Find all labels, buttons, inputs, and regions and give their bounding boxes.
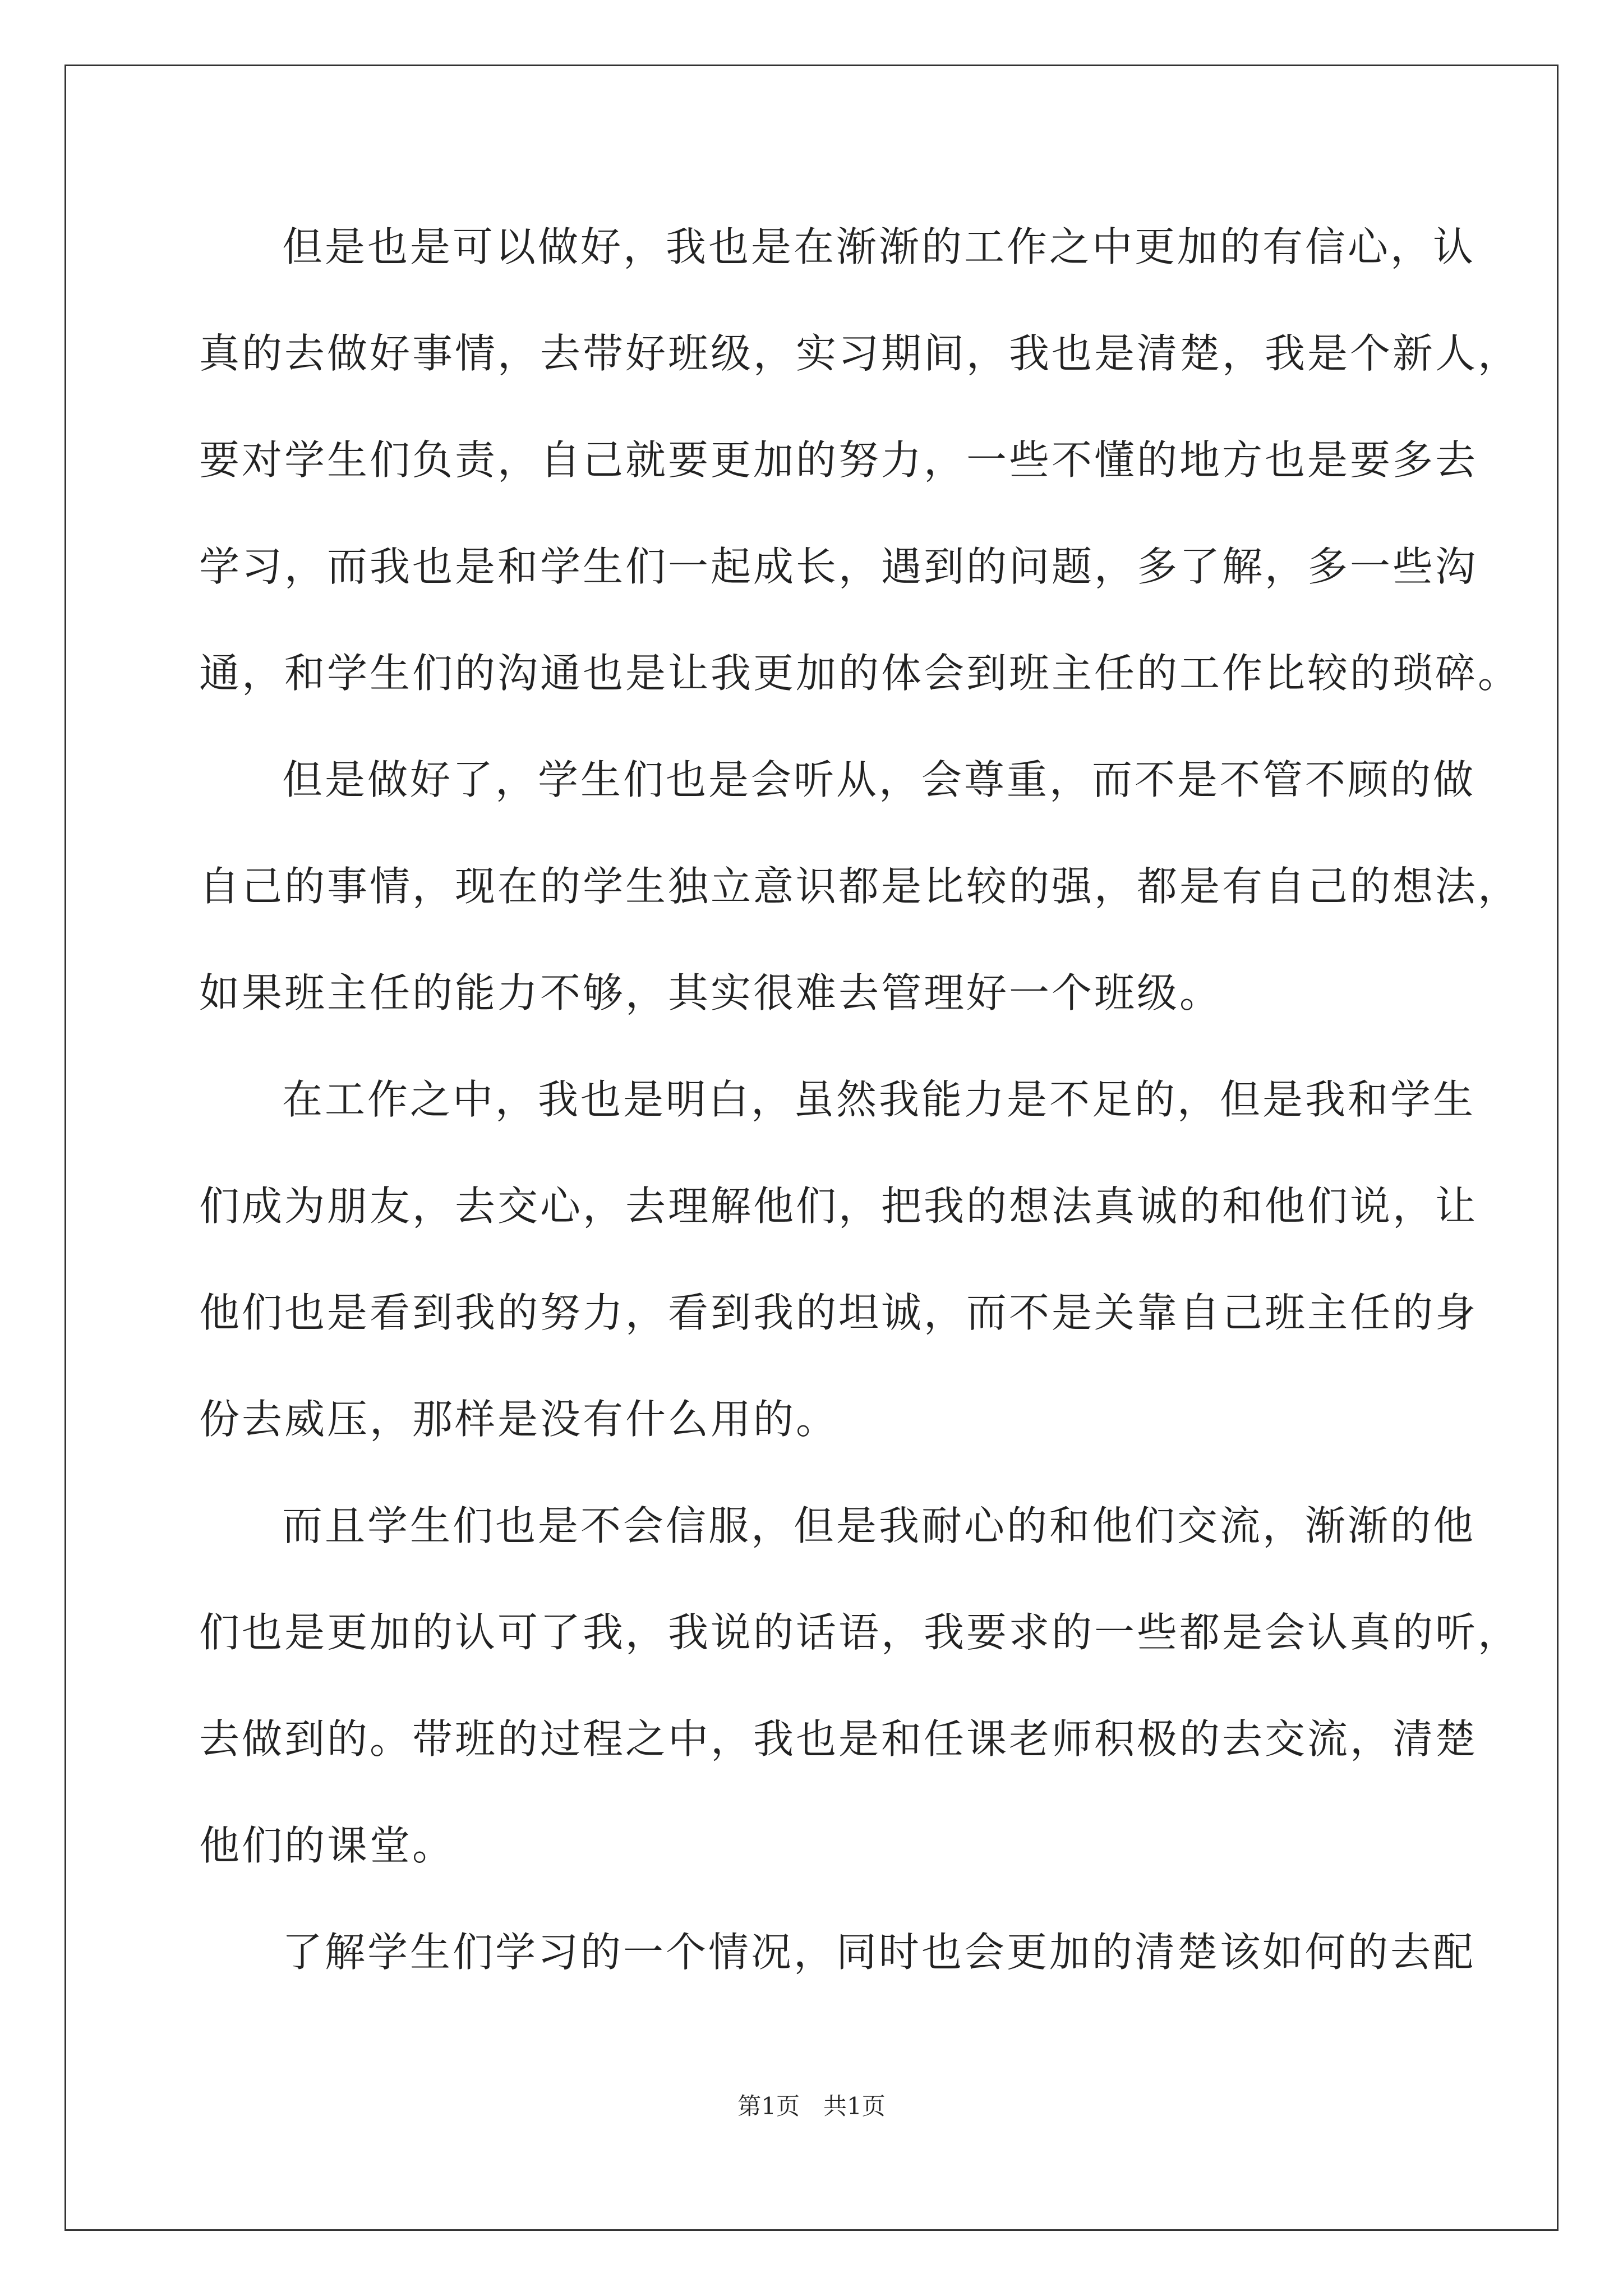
paragraph-line: 如果班主任的能力不够，其实很难去管理好一个班级。 <box>199 969 1223 1016</box>
paragraph-line: 但是做好了，学生们也是会听从，会尊重，而不是不管不顾的做 <box>282 756 1476 803</box>
paragraph-line: 在工作之中，我也是明白，虽然我能力是不足的，但是我和学生 <box>282 1076 1476 1123</box>
paragraph-line: 要对学生们负责，自己就要更加的努力，一些不懂的地方也是要多去 <box>199 436 1478 484</box>
paragraph-line: 去做到的。带班的过程之中，我也是和任课老师积极的去交流，清楚 <box>199 1715 1478 1763</box>
paragraph-line: 们也是更加的认可了我，我说的话语，我要求的一些都是会认真的听， <box>199 1609 1521 1656</box>
page-frame <box>64 65 1559 2231</box>
page-number: 第1页 共1页 <box>737 2092 886 2120</box>
paragraph-line: 了解学生们学习的一个情况，同时也会更加的清楚该如何的去配 <box>282 1929 1476 1976</box>
paragraph-line: 通，和学生们的沟通也是让我更加的体会到班主任的工作比较的琐碎。 <box>199 650 1521 697</box>
paragraph-line: 们成为朋友，去交心，去理解他们，把我的想法真诚的和他们说，让 <box>199 1182 1478 1230</box>
paragraph-line: 自己的事情，现在的学生独立意识都是比较的强，都是有自己的想法， <box>199 863 1521 910</box>
paragraph-line: 他们也是看到我的努力，看到我的坦诚，而不是关靠自己班主任的身 <box>199 1289 1478 1336</box>
paragraph-line: 但是也是可以做好，我也是在渐渐的工作之中更加的有信心，认 <box>282 223 1476 270</box>
paragraph-line: 他们的课堂。 <box>199 1822 455 1869</box>
paragraph-line: 学习，而我也是和学生们一起成长，遇到的问题，多了解，多一些沟 <box>199 543 1478 590</box>
paragraph-line: 真的去做好事情，去带好班级，实习期间，我也是清楚，我是个新人， <box>199 330 1521 377</box>
paragraph-line: 份去威压，那样是没有什么用的。 <box>199 1396 839 1443</box>
paragraph-line: 而且学生们也是不会信服，但是我耐心的和他们交流，渐渐的他 <box>282 1502 1476 1549</box>
